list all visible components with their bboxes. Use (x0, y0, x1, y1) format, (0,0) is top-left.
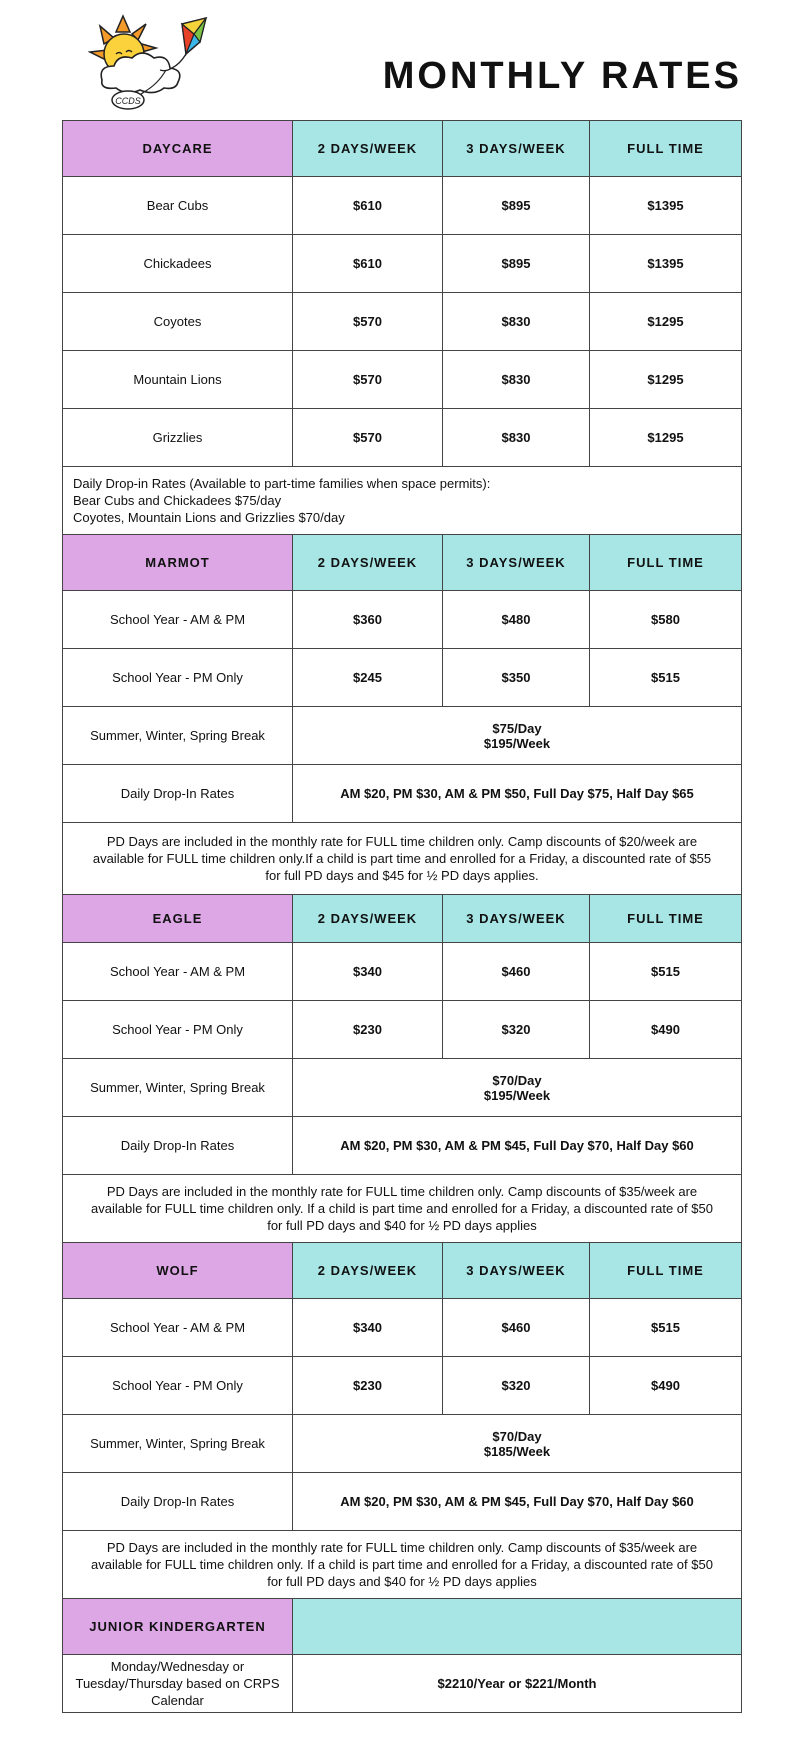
marmot-header-row (63, 535, 742, 591)
note-line: PD Days are included in the monthly rate for FULL time children only. Camp discounts of $35/week are (106, 1540, 698, 1555)
break-rate (293, 1415, 742, 1473)
price-3days: $320 (443, 1357, 590, 1415)
note-line: for full PD days and $45 for ½ PD days applies. (265, 868, 539, 883)
daycare-dropin-note (63, 467, 742, 535)
note-line: Daily Drop-in Rates (Available to part-time families when space permits): (73, 476, 491, 491)
price-fulltime: $490 (590, 1357, 742, 1415)
page-title: MONTHLY RATES (382, 55, 742, 97)
table-row (63, 1299, 742, 1357)
price-2days: $230 (293, 1001, 443, 1059)
dropin-rates: AM $20, PM $30, AM & PM $50, Full Day $75, Half Day $65 (293, 765, 742, 823)
price-2days: $340 (293, 1299, 443, 1357)
table-row (63, 1655, 742, 1713)
dropin-rates: AM $20, PM $30, AM & PM $45, Full Day $70, Half Day $60 (293, 1117, 742, 1175)
price-fulltime: $515 (590, 943, 742, 1001)
note-line: available for FULL time children only.If a child is part time and enrolled for a Friday, a discounted rate of $55 (92, 851, 712, 866)
break-week-rate: $195/Week (483, 1087, 551, 1103)
col-header-3days: 3 DAYS/WEEK (443, 895, 590, 943)
note-line: Bear Cubs and Chickadees $75/day (73, 493, 282, 508)
col-header-2days: 2 DAYS/WEEK (293, 535, 443, 591)
marmot-pd-note (63, 823, 742, 895)
daycare-note-row (63, 467, 742, 535)
table-row (63, 409, 742, 467)
row-label: Daily Drop-In Rates (63, 1117, 293, 1175)
price-3days: $895 (443, 177, 590, 235)
row-label: Mountain Lions (63, 351, 293, 409)
break-rate (293, 707, 742, 765)
logo-text: CCDS (115, 96, 141, 106)
price-fulltime: $515 (590, 1299, 742, 1357)
break-day-rate: $70/Day (492, 1072, 542, 1088)
section-header-eagle: EAGLE (63, 895, 293, 943)
jk-label (63, 1655, 293, 1713)
price-fulltime: $490 (590, 1001, 742, 1059)
price-2days: $340 (293, 943, 443, 1001)
section-header-wolf: WOLF (63, 1243, 293, 1299)
row-label: Summer, Winter, Spring Break (63, 1059, 293, 1117)
price-3days: $830 (443, 351, 590, 409)
table-row (63, 177, 742, 235)
price-fulltime: $580 (590, 591, 742, 649)
table-row (63, 707, 742, 765)
table-row (63, 1059, 742, 1117)
section-header-jk: JUNIOR KINDERGARTEN (63, 1599, 293, 1655)
price-3days: $350 (443, 649, 590, 707)
table-row (63, 1357, 742, 1415)
table-row (63, 293, 742, 351)
price-fulltime: $1295 (590, 351, 742, 409)
jk-label-line: Calendar (151, 1693, 204, 1708)
row-label: Chickadees (63, 235, 293, 293)
price-3days: $460 (443, 1299, 590, 1357)
price-3days: $480 (443, 591, 590, 649)
price-fulltime: $1395 (590, 177, 742, 235)
col-header-2days: 2 DAYS/WEEK (293, 1243, 443, 1299)
break-week-rate: $185/Week (483, 1443, 551, 1459)
wolf-header-row (63, 1243, 742, 1299)
daycare-header-row (63, 121, 742, 177)
col-header-fulltime: FULL TIME (590, 121, 742, 177)
price-fulltime: $1395 (590, 235, 742, 293)
note-line: for full PD days and $40 for ½ PD days applies (267, 1574, 537, 1589)
eagle-note-row (63, 1175, 742, 1243)
price-3days: $460 (443, 943, 590, 1001)
price-2days: $610 (293, 235, 443, 293)
note-line: available for FULL time children only. If a child is part time and enrolled for a Friday, a discounted rate of $50 (91, 1557, 713, 1572)
row-label: School Year - PM Only (63, 1001, 293, 1059)
note-line: PD Days are included in the monthly rate for FULL time children only. Camp discounts of $35/week are (106, 1184, 698, 1199)
table-row (63, 235, 742, 293)
section-header-marmot: MARMOT (63, 535, 293, 591)
break-rate (293, 1059, 742, 1117)
row-label: School Year - AM & PM (63, 943, 293, 1001)
row-label: Bear Cubs (63, 177, 293, 235)
table-row (63, 1473, 742, 1531)
col-header-2days: 2 DAYS/WEEK (293, 121, 443, 177)
row-label: School Year - PM Only (63, 1357, 293, 1415)
price-2days: $570 (293, 351, 443, 409)
break-week-rate: $195/Week (483, 735, 551, 751)
jk-label-line: Monday/Wednesday or (110, 1659, 245, 1674)
row-label: Coyotes (63, 293, 293, 351)
table-row (63, 765, 742, 823)
rates-table (62, 120, 742, 1713)
col-header-2days: 2 DAYS/WEEK (293, 895, 443, 943)
table-row (63, 351, 742, 409)
note-line: for full PD days and $40 for ½ PD days applies (267, 1218, 537, 1233)
wolf-note-row (63, 1531, 742, 1599)
row-label: Daily Drop-In Rates (63, 1473, 293, 1531)
row-label: Daily Drop-In Rates (63, 765, 293, 823)
note-line: PD Days are included in the monthly rate for FULL time children only. Camp discounts of $20/week are (106, 834, 698, 849)
price-3days: $895 (443, 235, 590, 293)
col-header-3days: 3 DAYS/WEEK (443, 121, 590, 177)
row-label: Summer, Winter, Spring Break (63, 1415, 293, 1473)
price-2days: $570 (293, 293, 443, 351)
table-row (63, 1001, 742, 1059)
price-fulltime: $1295 (590, 409, 742, 467)
eagle-header-row (63, 895, 742, 943)
jk-header-row (63, 1599, 742, 1655)
table-row (63, 1415, 742, 1473)
price-2days: $245 (293, 649, 443, 707)
table-row (63, 649, 742, 707)
note-line: Coyotes, Mountain Lions and Grizzlies $70/day (73, 510, 345, 525)
jk-header-fill (293, 1599, 742, 1655)
ccds-logo (88, 14, 223, 114)
row-label: Summer, Winter, Spring Break (63, 707, 293, 765)
note-line: available for FULL time children only. If a child is part time and enrolled for a Friday, a discounted rate of $50 (91, 1201, 713, 1216)
eagle-pd-note (63, 1175, 742, 1243)
price-3days: $830 (443, 293, 590, 351)
marmot-note-row (63, 823, 742, 895)
break-day-rate: $75/Day (492, 720, 542, 736)
row-label: School Year - AM & PM (63, 591, 293, 649)
jk-price: $2210/Year or $221/Month (293, 1655, 742, 1713)
row-label: School Year - AM & PM (63, 1299, 293, 1357)
col-header-3days: 3 DAYS/WEEK (443, 1243, 590, 1299)
col-header-fulltime: FULL TIME (590, 1243, 742, 1299)
col-header-fulltime: FULL TIME (590, 535, 742, 591)
table-row (63, 591, 742, 649)
price-2days: $610 (293, 177, 443, 235)
price-fulltime: $515 (590, 649, 742, 707)
price-3days: $320 (443, 1001, 590, 1059)
section-header-daycare: DAYCARE (63, 121, 293, 177)
table-row (63, 943, 742, 1001)
col-header-3days: 3 DAYS/WEEK (443, 535, 590, 591)
row-label: Grizzlies (63, 409, 293, 467)
price-fulltime: $1295 (590, 293, 742, 351)
price-2days: $570 (293, 409, 443, 467)
price-3days: $830 (443, 409, 590, 467)
price-2days: $360 (293, 591, 443, 649)
wolf-pd-note (63, 1531, 742, 1599)
row-label: School Year - PM Only (63, 649, 293, 707)
table-row (63, 1117, 742, 1175)
dropin-rates: AM $20, PM $30, AM & PM $45, Full Day $70, Half Day $60 (293, 1473, 742, 1531)
col-header-fulltime: FULL TIME (590, 895, 742, 943)
price-2days: $230 (293, 1357, 443, 1415)
break-day-rate: $70/Day (492, 1428, 542, 1444)
jk-label-line: Tuesday/Thursday based on CRPS (75, 1676, 280, 1691)
